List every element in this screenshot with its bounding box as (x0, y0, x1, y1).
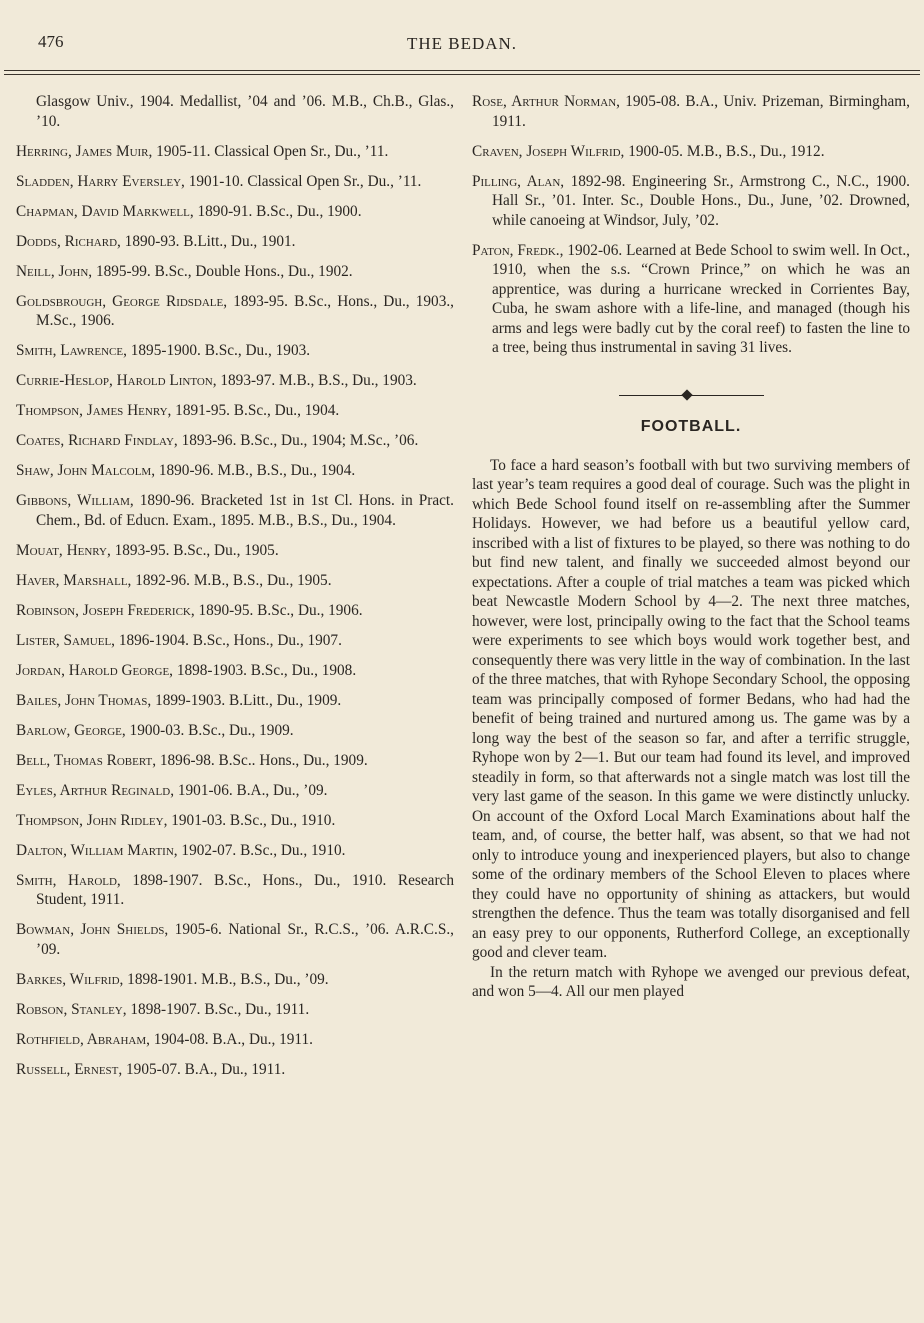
alumni-details: 1900-03. B.Sc., Du., 1909. (125, 721, 294, 739)
alumni-name: Robinson, Joseph Frederick, (16, 601, 195, 619)
alumni-name: Russell, Ernest, (16, 1060, 123, 1078)
alumni-entry (472, 172, 910, 231)
alumni-name: Coates, Richard Findlay, (16, 432, 178, 449)
alumni-details: 1890-96. M.B., B.S., Du., 1904. (155, 462, 356, 479)
alumni-entry (472, 142, 910, 162)
alumni-details: 1893-95. B.Sc., Hons., Du., 1903., M.Sc., 1906. (36, 292, 454, 329)
alumni-entry (16, 1030, 454, 1050)
alumni-entry (472, 241, 910, 358)
running-title: THE BEDAN. (406, 34, 518, 53)
alumni-details: 1905-6. National Sr., R.C.S., ’06. A.R.C.S., ’09. (36, 921, 454, 958)
alumni-entry (16, 431, 454, 451)
alumni-name: Lister, Samuel, (16, 631, 115, 649)
alumni-entry-continued (16, 92, 454, 131)
alumni-details: 1898-1907. B.Sc., Hons., Du., 1910. Research Student, 1911. (36, 871, 454, 908)
alumni-entry (16, 371, 454, 391)
alumni-details: 1898-1903. B.Sc., Du., 1908. (173, 661, 357, 679)
alumni-name: Jordan, Harold George, (16, 661, 174, 679)
alumni-name: Pilling, Alan, (472, 172, 565, 190)
alumni-name: Smith, Harold, (16, 871, 121, 889)
alumni-details: 1905-11. Classical Open Sr., Du., ’11. (152, 142, 389, 160)
alumni-details: 1893-95. B.Sc., Du., 1905. (110, 541, 279, 559)
alumni-name: Bowman, John Shields, (16, 921, 169, 938)
alumni-name: Mouat, Henry, (16, 541, 111, 559)
alumni-entry (16, 202, 454, 222)
alumni-name: Craven, Joseph Wilfrid, (472, 142, 625, 160)
header-rule-top (4, 70, 920, 71)
alumni-entry (16, 691, 454, 711)
alumni-name: Goldsbrough, George Ridsdale, (16, 292, 228, 310)
alumni-details: 1896-1904. B.Sc., Hons., Du., 1907. (115, 631, 342, 649)
alumni-details: 1898-1901. M.B., B.S., Du., ’09. (123, 970, 329, 988)
alumni-name: Sladden, Harry Eversley, (16, 172, 185, 190)
alumni-details: 1901-03. B.Sc., Du., 1910. (167, 811, 336, 829)
alumni-entry (16, 541, 454, 561)
alumni-details: 1890-93. B.Litt., Du., 1901. (120, 232, 296, 250)
alumni-details: 1900-05. M.B., B.S., Du., 1912. (624, 142, 825, 160)
alumni-entry (16, 142, 454, 162)
alumni-details: 1890-96. Bracketed 1st in 1st Cl. Hons. in Pract. Chem., Bd. of Educn. Exam., 1895. M.B., B.S., Du., 1904. (36, 492, 454, 529)
alumni-entry (16, 970, 454, 990)
alumni-name: Chapman, David Markwell, (16, 202, 194, 220)
alumni-name: Bailes, John Thomas, (16, 691, 152, 709)
alumni-entry (16, 262, 454, 282)
alumni-details: 1899-1903. B.Litt., Du., 1909. (151, 691, 342, 709)
alumni-name: Robson, Stanley, (16, 1000, 127, 1018)
alumni-name: Smith, Lawrence, (16, 342, 127, 359)
alumni-entry (16, 841, 454, 861)
alumni-name: Dodds, Richard, (16, 232, 121, 250)
football-article (472, 456, 910, 1002)
alumni-name: Neill, John, (16, 262, 93, 280)
alumni-entry (16, 461, 454, 481)
alumni-entry (16, 721, 454, 741)
alumni-entry (16, 781, 454, 801)
alumni-details: 1901-10. Classical Open Sr., Du., ’11. (184, 172, 422, 190)
alumni-entry (16, 341, 454, 361)
alumni-details: 1902-07. B.Sc., Du., 1910. (177, 841, 346, 859)
alumni-name: Barlow, George, (16, 721, 126, 739)
alumni-name: Currie-Heslop, Harold Linton, (16, 372, 217, 389)
alumni-details: 1892-98. Engineering Sr., Armstrong C., N.C., 1900. Hall Sr., ’01. Inter. Sc., Double Hons., Du., June, ’02. Drowned, while canoeing at Windsor, July, ’02. (492, 172, 910, 229)
alumni-name: Rose, Arthur Norman, (472, 93, 620, 110)
alumni-details: 1896-98. B.Sc.. Hons., Du., 1909. (156, 751, 368, 769)
alumni-entry (16, 751, 454, 771)
divider-ornament (681, 389, 692, 400)
page-number: 476 (38, 32, 64, 51)
alumni-name: Barkes, Wilfrid, (16, 970, 124, 988)
alumni-entry (16, 811, 454, 831)
section-divider (619, 395, 764, 396)
alumni-name: Haver, Marshall, (16, 571, 132, 589)
football-heading: FOOTBALL. (640, 417, 742, 435)
alumni-entry (16, 401, 454, 421)
alumni-details: 1895-1900. B.Sc., Du., 1903. (126, 342, 311, 359)
right-column-entries (472, 92, 910, 358)
alumni-entry (16, 871, 454, 910)
football-paragraph: In the return match with Ryhope we avenged our previous defeat, and won 5—4. All our men played (472, 963, 910, 1000)
alumni-details: 1895-99. B.Sc., Double Hons., Du., 1902. (92, 262, 353, 280)
alumni-name: Shaw, John Malcolm, (16, 462, 156, 479)
alumni-entry (16, 232, 454, 252)
alumni-entry (16, 601, 454, 621)
alumni-details: 1904-08. B.A., Du., 1911. (149, 1030, 313, 1048)
football-paragraph: To face a hard season’s football with but two surviving members of last year’s team requires a good deal of courage. Such was the plight in which Bede School found itself on re-assembling after the Summer Holidays. However, we had before us a beautiful yellow card, inscribed with a list of fixtures to be played, so there was nothing to do but find new talent, and finally we succeeded almost beyond our expectations. After a couple of trial matches a team was picked which beat Newcastle Modern School by 4—2. The next three matches, however, were lost, principally owing to the fact that the School teams were experiments to see which boys would work together best, and consequently there was very little in the way of combination. In the last of the three matches, that with Ryhope Secondary School, the opposing team was principally composed of former Bedans, who had had the benefit of being trained and nurtured among us. The game was by a long way the best of the season so far, and after a terrific struggle, Ryhope won by 2—1. But our team had found its level, and improved steadily in form, so that afterwards not a single match was lost till the very last game of the season. In this game we were distinctly unlucky. On account of the Oxford Local March Examinations about half the team, and, of course, the better half, was absent, so that we had not only to introduce young and inexperienced players, but also to change some of the ordinary members of the School Eleven to places where they could have no opportunity of shining as attackers, but would strengthen the defence. Thus the team was totally disorganised and fell an easy prey to our opponents, Rutherford College, an exceptionally good and clever team. (472, 456, 910, 961)
alumni-details: 1901-06. B.A., Du., ’09. (174, 781, 328, 799)
alumni-entry (16, 920, 454, 959)
alumni-entry (16, 661, 454, 681)
alumni-name: Herring, James Muir, (16, 142, 153, 160)
alumni-entry (16, 631, 454, 651)
alumni-details: 1891-95. B.Sc., Du., 1904. (171, 402, 340, 419)
alumni-details: 1898-1907. B.Sc., Du., 1911. (126, 1000, 310, 1018)
alumni-details: Glasgow Univ., 1904. Medallist, ’04 and ’06. M.B., Ch.B., Glas., ’10. (36, 93, 454, 130)
alumni-details: 1892-96. M.B., B.S., Du., 1905. (131, 571, 332, 589)
alumni-name: Gibbons, William, (16, 492, 134, 509)
alumni-details: 1902-06. Learned at Bede School to swim well. In Oct., 1910, when the s.s. “Crown Prince,” on which he was an apprentice, was during a hurricane wrecked in Corrientes Bay, Cuba, he swam ashore with a life-line, and managed (though his arms and legs were badly cut by the coral reef) to fasten the line to a tree, being thus instrumental in saving 31 lives. (492, 241, 910, 356)
header-rule-bottom (4, 74, 920, 75)
left-column (16, 92, 454, 1090)
alumni-details: 1890-95. B.Sc., Du., 1906. (194, 601, 363, 619)
alumni-details: 1893-97. M.B., B.S., Du., 1903. (216, 372, 417, 389)
alumni-name: Dalton, William Martin, (16, 841, 178, 859)
right-column (472, 92, 910, 1002)
alumni-entry (472, 92, 910, 131)
alumni-entry (16, 1000, 454, 1020)
alumni-entry (16, 571, 454, 591)
alumni-name: Paton, Fredk., (472, 241, 564, 259)
alumni-entry (16, 172, 454, 192)
alumni-entry (16, 292, 454, 331)
alumni-name: Thompson, John Ridley, (16, 811, 168, 829)
alumni-name: Bell, Thomas Robert, (16, 751, 157, 769)
alumni-details: 1893-96. B.Sc., Du., 1904; M.Sc., ’06. (177, 432, 419, 449)
alumni-name: Thompson, James Henry, (16, 402, 172, 419)
alumni-entry (16, 491, 454, 530)
alumni-name: Eyles, Arthur Reginald, (16, 781, 175, 799)
alumni-details: 1890-91. B.Sc., Du., 1900. (193, 202, 362, 220)
alumni-details: 1905-08. B.A., Univ. Prizeman, Birmingham, 1911. (492, 93, 910, 130)
alumni-name: Rothfield, Abraham, (16, 1030, 150, 1048)
alumni-entry (16, 1060, 454, 1080)
alumni-details: 1905-07. B.A., Du., 1911. (122, 1060, 286, 1078)
